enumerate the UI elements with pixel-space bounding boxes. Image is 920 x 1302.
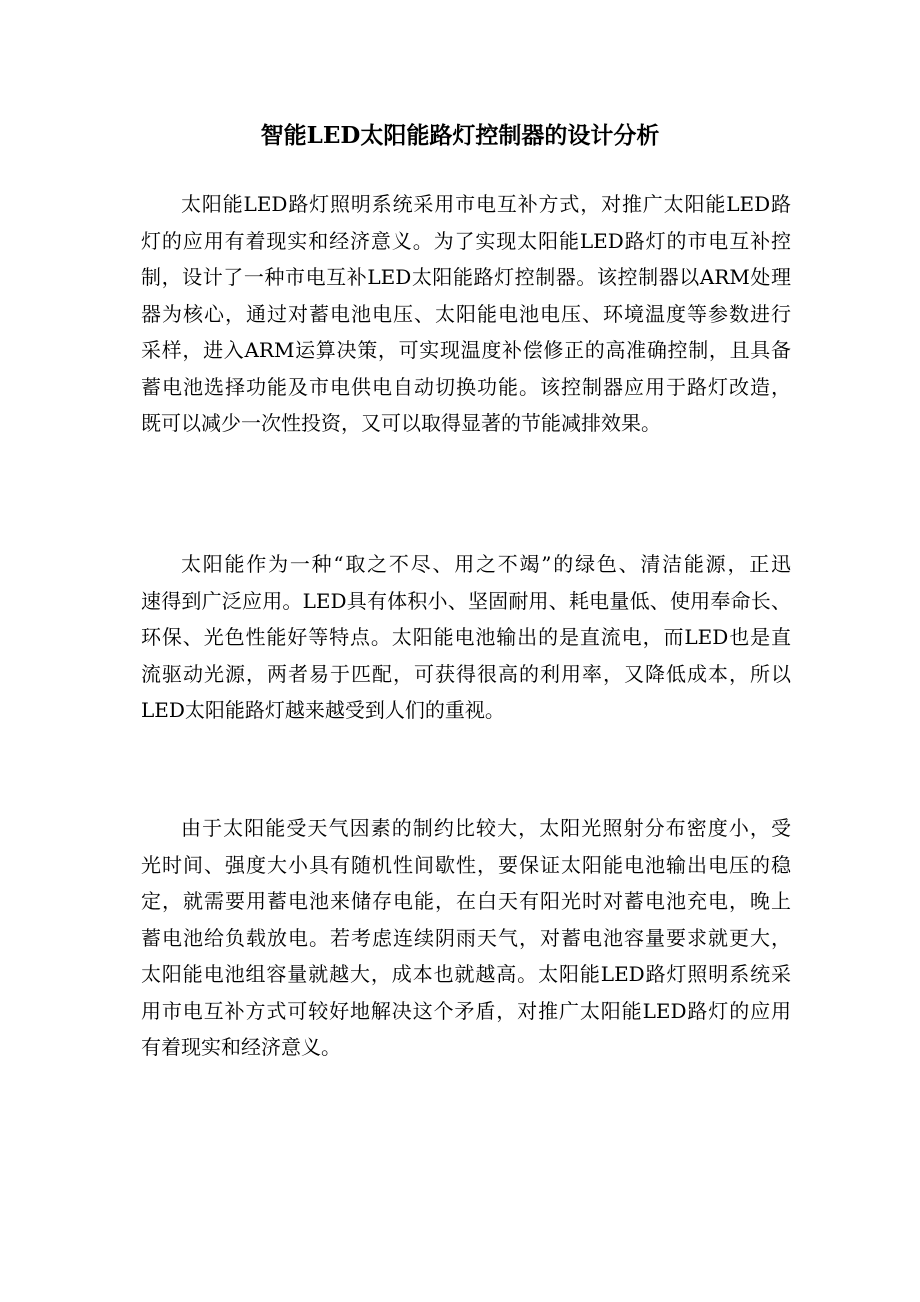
paragraph-1 (141, 186, 791, 442)
text-line: 流驱动光源，两者易于匹配，可获得很高的利用率，又降低成本，所以 (141, 661, 791, 686)
text-line: 器为核心，通过对蓄电池电压、太阳能电池电压、环境温度等参数进行 (141, 301, 791, 326)
document-title: 智能LED太阳能路灯控制器的设计分析 (260, 122, 660, 149)
text-line: 既可以减少一次性投资，又可以取得显著的节能减排效果。 (141, 411, 661, 435)
text-line: 采样，进入ARM运算决策，可实现温度补偿修正的高准确控制，且具备 (141, 338, 791, 362)
text-line: 太阳能作为一种“取之不尽、用之不竭”的绿色、清洁能源，正迅 (181, 552, 791, 576)
text-line: 灯的应用有着现实和经济意义。为了实现太阳能LED路灯的市电互补控 (141, 228, 791, 253)
text-line: 太阳能电池组容量就越大，成本也就越高。太阳能LED路灯照明系统采 (141, 962, 791, 986)
text-line: 蓄电池选择功能及市电供电自动切换功能。该控制器应用于路灯改造， (141, 374, 791, 399)
text-line: 光时间、强度大小具有随机性间歇性，要保证太阳能电池输出电压的稳 (141, 852, 791, 877)
text-line: 有着现实和经济意义。 (141, 1035, 341, 1059)
text-line: 制，设计了一种市电互补LED太阳能路灯控制器。该控制器以ARM处理 (141, 265, 791, 289)
text-line: 太阳能LED路灯照明系统采用市电互补方式，对推广太阳能LED路 (181, 192, 791, 216)
text-line: 由于太阳能受天气因素的制约比较大，太阳光照射分布密度小，受 (181, 816, 791, 840)
paragraph-3 (141, 810, 791, 1066)
text-line: 蓄电池给负载放电。若考虑连续阴雨天气，对蓄电池容量要求就更大， (141, 925, 791, 950)
text-line: 环保、光色性能好等特点。太阳能电池输出的是直流电，而LED也是直 (141, 625, 791, 649)
text-line: LED太阳能路灯越来越受到人们的重视。 (141, 698, 505, 722)
text-line: 用市电互补方式可较好地解决这个矛盾，对推广太阳能LED路灯的应用 (141, 998, 791, 1023)
text-line: 定，就需要用蓄电池来储存电能，在白天有阳光时对蓄电池充电，晚上 (141, 889, 791, 913)
text-line: 速得到广泛应用。LED具有体积小、坚固耐用、耗电量低、使用奉命长、 (141, 588, 791, 613)
paragraph-2 (141, 546, 791, 729)
